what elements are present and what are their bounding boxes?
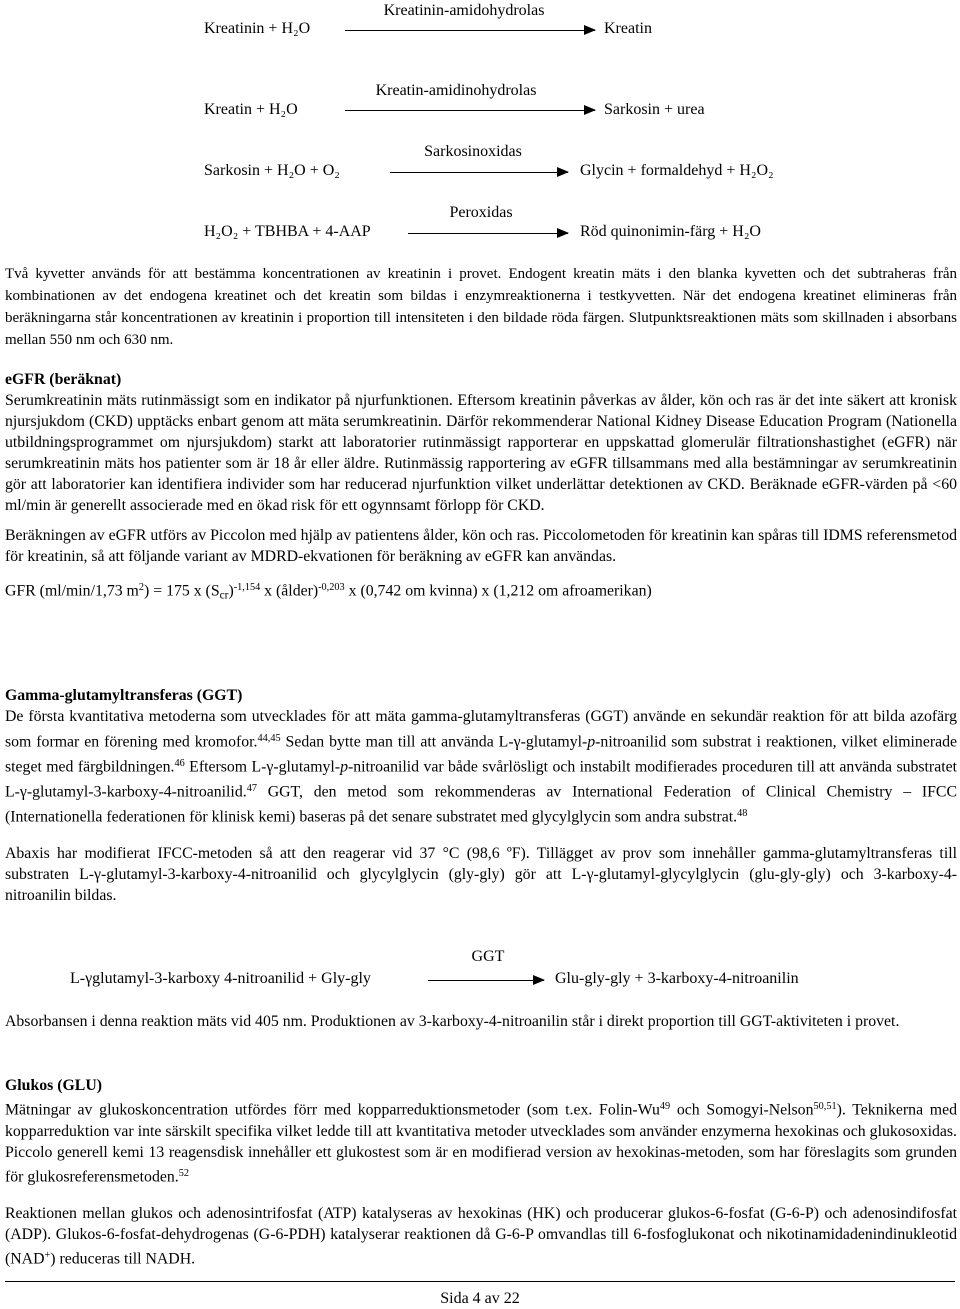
reaction-3-right: Glycin + formaldehyd + H₂O₂	[580, 162, 774, 179]
ggt-reaction-right: Glu-gly-gly + 3-karboxy-4-nitroanilin	[555, 970, 799, 987]
egfr-heading: eGFR (beräknat)	[5, 371, 122, 388]
ggt-paragraph-1: De första kvantitativa metoderna som utvecklades för att mäta gamma-glutamyltransferas (GGT) använde en sekundär reaktion för att bilda azofärg som formar en förening med kromofor.$^{44,45}$ Sedan bytte man till att använda L-γ-glutamyl-p-nitroanilid som substrat i reaktionen, vilket eliminerade steget med färgbildningen.$^{46}$ Eftersom L-γ-glutamyl-p-nitroanilid var både svårlösligt och instabilt modifierades proceduren till att använda substratet L-γ-glutamyl-3-karboxy-4-nitroanilid.$^{47}$ GGT, den metod som rekommenderas av International Federation of Clinical Chemistry – IFCC (Internationella federationen för klinisk kemi) baseras på det senare substratet med glycylglycin som andra substrat.$^{48}$	[5, 708, 958, 826]
egfr-paragraph-2: Beräkningen av eGFR utförs av Piccolon med hjälp av patientens ålder, kön och ras. Piccolometoden för kreatinin kan spåras till IDMS referensmetod för kreatinin, så att följande variant av MDRD-ekvationen för beräkning av eGFR kan användas.	[5, 527, 957, 565]
ggt-reaction-enzyme: GGT	[471, 948, 505, 965]
kreatinin-method-paragraph: Två kyvetter används för att bestämma koncentrationen av kreatinin i provet. Endogent kreatin mäts i den blanka kyvetten och det subtraheras från kombinationen av det endogena kreatinet och det kreatin som bildas i enzymreaktionerna i testkyvetten. När det endogena kreatinet elimineras från beräkningarna står koncentrationen av kreatinin i proportion till intensiteten i den bildade röda färgen. Slutpunktsreaktionen mäts som skillnaden i absorbans mellan 550 nm och 630 nm.	[5, 266, 957, 348]
ggt-reaction-left: L-γglutamyl-3-karboxy 4-nitroanilid + Gly-gly	[70, 970, 371, 987]
ggt-paragraph-2: Abaxis har modifierat IFCC-metoden så att den reagerar vid 37 °C (98,6 ºF). Tillägget av prov som innehåller gamma-glutamyltransferas till substraten L-γ-glutamyl-3-karboxy-4-nitroanilid och glycylglycin (gly-gly) gör att L-γ-glutamyl-glycylglycin (glu-gly-gly) och 3-karboxy-4-nitroanilin bildas.	[5, 845, 957, 905]
ggt-section	[5, 685, 957, 906]
reaction-2-enzyme: Kreatin-amidinohydrolas	[375, 82, 537, 99]
ggt-paragraph-3: Absorbansen i denna reaktion mäts vid 405 nm. Produktionen av 3-karboxy-4-nitroanilin står i direkt proportion till GGT-aktiviteten i provet.	[5, 1013, 900, 1030]
reaction-3-left: Sarkosin + H₂O + O₂	[204, 162, 340, 179]
reaction-2-arrow	[345, 110, 595, 111]
egfr-section	[5, 369, 957, 606]
reaction-3-arrow	[390, 172, 568, 173]
reaction-4-arrow	[408, 233, 568, 234]
glu-paragraph-1: Mätningar av glukoskoncentration utfördes förr med kopparreduktionsmetoder (som t.ex. Folin-Wu$^{49}$ och Somogyi-Nelson$^{50,51}$). Teknikerna med kopparreduktion var inte särskilt specifika vilket ledde till att kvantitativa metoder utvecklades som använder enzymerna hexokinas och glukosoxidas. Piccolo generell kemi 13 reagensdisk innehåller ett glukostest som är en modifierad version av hexokinas-metoden, som har föreslagits som grunden för glukosreferensmetoden.$^{52}$	[5, 1101, 958, 1186]
egfr-paragraph-1: Serumkreatinin mäts rutinmässigt som en indikator på njurfunktionen. Eftersom kreatinin påverkas av ålder, kön och ras är det inte säkert att kronisk njursjukdom (CKD) upptäcks enbart genom att mäta serumkreatinin. Därför rekommenderar National Kidney Disease Education Program (Nationella utbildningsprogrammet om njursjukdom) starkt att laboratorier rutinmässigt rapporterar en uppskattad glomerulär filtrationshastighet (eGFR) när serumkreatinin mäts hos patienter som är 18 år eller äldre. Rutinmässig rapportering av eGFR tillsammans med alla bestämningar av serumkreatinin gör att laboratorier kan identifiera individer som har reducerad njurfunktion vilket underlättar detektionen av CKD. Beräknade eGFR-värden på <60 ml/min är generellt associerade med en ökad risk för ett ogynnsamt förlopp för CKD.	[5, 392, 957, 514]
reaction-2-left: Kreatin + H₂O	[204, 101, 298, 118]
reaction-4-enzyme: Peroxidas	[449, 204, 513, 221]
reaction-4-right: Röd quinonimin-färg + H₂O	[580, 223, 761, 240]
reaction-3-enzyme: Sarkosinoxidas	[424, 143, 522, 160]
ggt-heading: Gamma-glutamyltransferas (GGT)	[5, 687, 243, 704]
reaction-1-enzyme: Kreatinin-amidohydrolas	[383, 2, 545, 19]
glu-heading: Glukos (GLU)	[5, 1077, 102, 1094]
glu-paragraph-2: Reaktionen mellan glukos och adenosintrifosfat (ATP) katalyseras av hexokinas (HK) och producerar glukos-6-fosfat (G-6-P) och adenosindifosfat (ADP). Glukos-6-fosfat-dehydrogenas (G-6-PDH) katalyserar reaktionen då G-6-P omvandlas till 6-fosfoglukonat och nikotinamidadenindinukleotid (NAD+) reduceras till NADH.	[5, 1205, 957, 1268]
glu-section	[5, 1075, 957, 1270]
reaction-4-left: H₂O₂ + TBHBA + 4-AAP	[204, 223, 371, 240]
reaction-1-right: Kreatin	[604, 20, 652, 37]
egfr-formula: GFR (ml/min/1,73 $m^2) = 175$ x $(S_{cr})^{-1,154}$ x (ålder)$^{-0,203}$ x (0,742 om kvinna) x (1,212 om afroamerikan)	[5, 582, 652, 602]
reaction-1-arrow	[345, 30, 595, 31]
ggt-reaction-arrow	[428, 980, 544, 981]
reaction-2-right: Sarkosin + urea	[604, 101, 705, 118]
page-number: Sida 4 av 22	[440, 1290, 520, 1307]
reaction-1-left: Kreatinin + H₂O	[204, 20, 311, 37]
footer-rule	[5, 1281, 955, 1282]
